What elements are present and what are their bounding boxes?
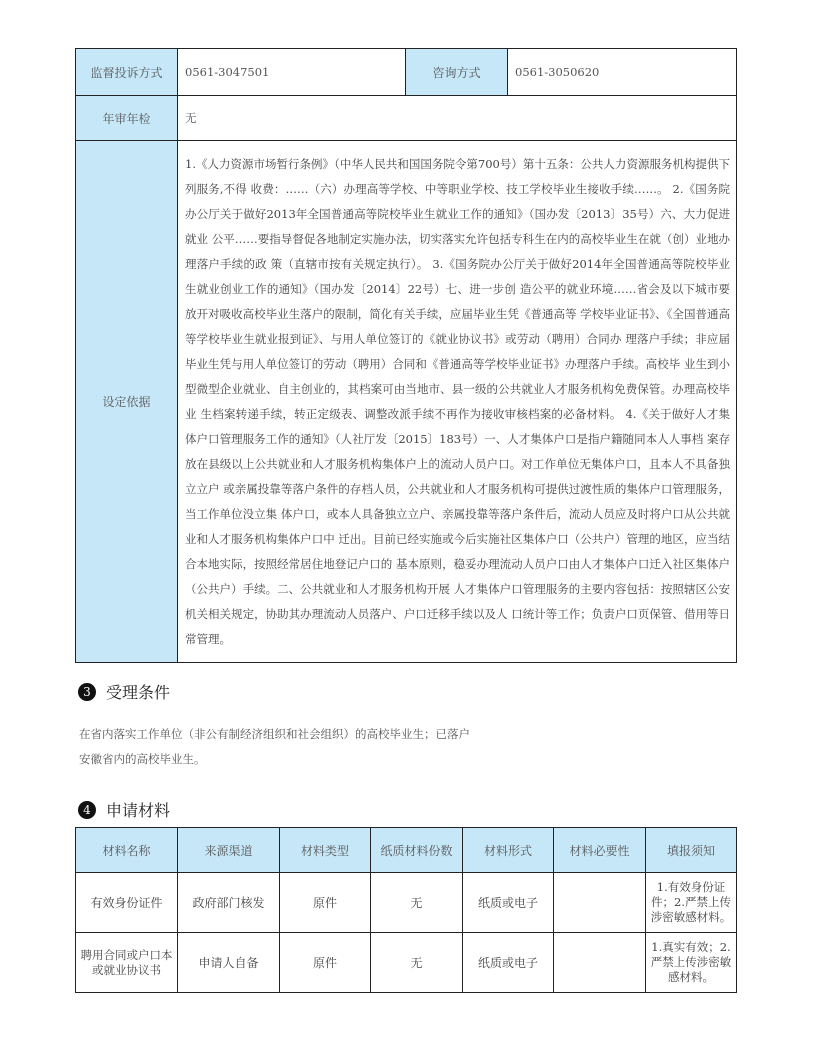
info-table — [75, 48, 737, 663]
material-source: 政府部门核发 — [178, 873, 280, 933]
material-copies: 无 — [371, 873, 463, 933]
header-cell: 来源渠道 — [178, 828, 280, 873]
material-form: 纸质或电子 — [463, 933, 554, 993]
basis-label: 设定依据 — [76, 141, 178, 663]
header-cell: 材料必要性 — [554, 828, 646, 873]
material-form: 纸质或电子 — [463, 873, 554, 933]
complaint-label: 监督投诉方式 — [76, 49, 178, 96]
section-number-icon: 4 — [78, 801, 96, 819]
basis-text: 1.《人力资源市场暂行条例》（中华人民共和国国务院令第700号）第十五条：公共人力资源服务机构提供下列服务,不得 收费：……（六）办理高等学校、中等职业学校、技工学校毕业生接收手续……。 2.《国务院办公厅关于做好2013年全国普通高等院校毕业生就业工作的通知》（国办发〔2013〕35号）六、大力促进就业 公平……要指导督促各地制定实施办法，切实落实允许包括专科生在内的高校毕业生在就（创）业地办理落户手续的政 策（直辖市按有关规定执行）。 3.《国务院办公厅关于做好2014年全国普通高等院校毕业生就业创业工作的通知》（国办发〔2014〕22号）七、进一步创 造公平的就业环境……省会及以下城市要放开对吸收高校毕业生落户的限制，简化有关手续，应届毕业生凭《普通高等 学校毕业证书》、《全国普通高等学校毕业生就业报到证》、与用人单位签订的《就业协议书》或劳动（聘用）合同办 理落户手续；非应届毕业生凭与用人单位签订的劳动（聘用）合同和《普通高等学校毕业证书》办理落户手续。高校毕 业生到小型微型企业就业、自主创业的，其档案可由当地市、县一级的公共就业人才服务机构免费保管。办理高校毕业 生档案转递手续，转正定级表、调整改派手续不再作为接收审核档案的必备材料。 4.《关于做好人才集体户口管理服务工作的通知》（人社厅发〔2015〕183号）一、人才集体户口是指户籍随同本人人事档 案存放在县级以上公共就业和人才服务机构集体户上的流动人员户口。对工作单位无集体户口，且本人不具备独立立户 或亲属投靠等落户条件的存档人员，公共就业和人才服务机构可提供过渡性质的集体户口管理服务，当工作单位没立集 体户口，或本人具备独立立户、亲属投靠等落户条件后，流动人员应及时将户口从公共就业和人才服务机构集体户口中 迁出。目前已经实施或今后实施社区集体户口（公共户）管理的地区，应当结合本地实际，按照经常居住地登记户口的 基本原则，稳妥办理流动人员户口由人才集体户口迁入社区集体户（公共户）手续。二、公共就业和人才服务机构开展 人才集体户口管理服务的主要内容包括：按照辖区公安机关相关规定，协助其办理流动人员落户、户口迁移手续以及人 口统计等工作；负责户口页保管、借用等日常管理。 — [178, 141, 737, 663]
section-number-icon: 3 — [78, 683, 96, 701]
material-notes: 1.真实有效；2.严禁上传涉密敏感材料。 — [646, 933, 737, 993]
materials-header-row — [76, 828, 737, 873]
header-cell: 填报须知 — [646, 828, 737, 873]
consult-value: 0561-3050620 — [508, 49, 737, 96]
header-cell: 材料形式 — [463, 828, 554, 873]
materials-table — [75, 827, 737, 993]
material-type: 原件 — [280, 933, 371, 993]
material-type: 原件 — [280, 873, 371, 933]
section4-title: 申请材料 — [106, 801, 171, 820]
material-name: 有效身份证件 — [76, 873, 178, 933]
table-row — [76, 873, 737, 933]
consult-label: 咨询方式 — [406, 49, 508, 96]
section3-title: 受理条件 — [106, 683, 171, 702]
header-cell: 材料名称 — [76, 828, 178, 873]
annual-label: 年审年检 — [76, 96, 178, 141]
material-name: 聘用合同或户口本或就业协议书 — [76, 933, 178, 993]
material-necessity — [554, 933, 646, 993]
material-notes: 1.有效身份证件；2.严禁上传涉密敏感材料。 — [646, 873, 737, 933]
material-necessity — [554, 873, 646, 933]
annual-value: 无 — [178, 96, 737, 141]
header-cell: 材料类型 — [280, 828, 371, 873]
section4-heading — [78, 798, 170, 821]
material-source: 申请人自备 — [178, 933, 280, 993]
material-copies: 无 — [371, 933, 463, 993]
header-cell: 纸质材料份数 — [371, 828, 463, 873]
section3-heading — [78, 680, 170, 703]
complaint-value: 0561-3047501 — [178, 49, 406, 96]
table-row — [76, 933, 737, 993]
acceptance-conditions-text: 在省内落实工作单位（非公有制经济组织和社会组织）的高校毕业生；已落户安徽省内的高校毕业生。 — [79, 727, 470, 766]
